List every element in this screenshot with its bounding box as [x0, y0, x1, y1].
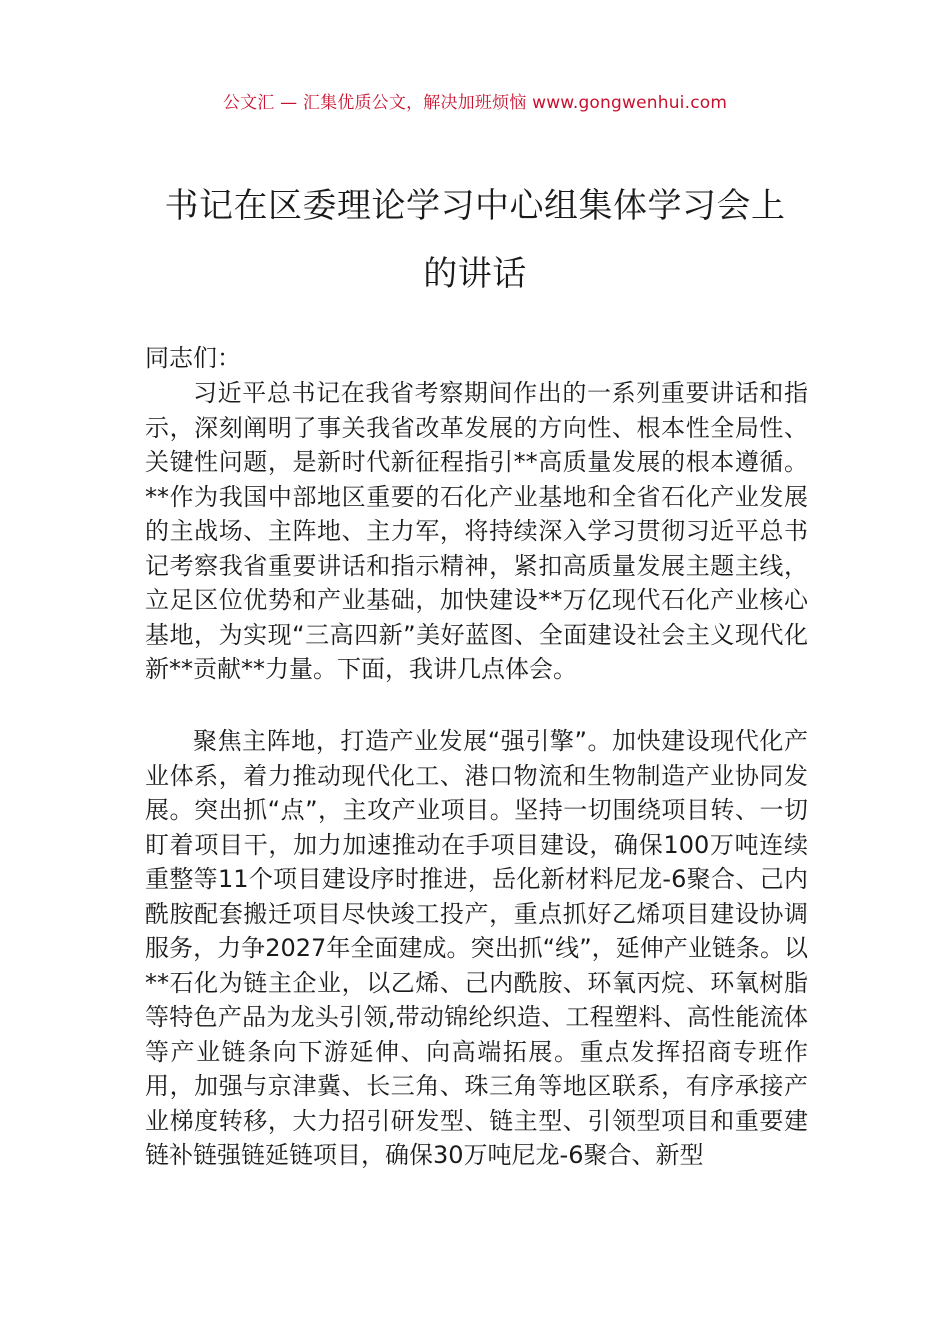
body-paragraph: 习近平总书记在我省考察期间作出的一系列重要讲话和指示，深刻阐明了事关我省改革发展的方向性、根本性全局性、关键性问题，是新时代新征程指引**高质量发展的根本遵循。**作为我国中部地区重要的石化产业基地和全省石化产业发展的主战场、主阵地、主力军，将持续深入学习贯彻习近平总书记考察我省重要讲话和指示精神，紧扣高质量发展主题主线，立足区位优势和产业基础，加快建设**万亿现代石化产业核心基地，为实现“三高四新”美好蓝图、全面建设社会主义现代化新**贡献**力量。下面，我讲几点体会。 — [145, 379, 808, 683]
body-paragraph: 聚焦主阵地，打造产业发展“强引擎”。加快建设现代化产业体系，着力推动现代化工、港口物流和生物制造产业协同发展。突出抓“点”，主攻产业项目。坚持一切围绕项目转、一切盯着项目干，加力加速推动在手项目建设，确保100万吨连续重整等11个项目建设序时推进，岳化新材料尼龙-6聚合、己内酰胺配套搬迁项目尽快竣工投产，重点抓好乙烯项目建设协调服务，力争2027年全面建成。突出抓“线”，延伸产业链条。以**石化为链主企业，以乙烯、己内酰胺、环氧丙烷、环氧树脂等特色产品为龙头引领,带动锦纶织造、工程塑料、高性能流体等产业链条向下游延伸、向高端拓展。重点发挥招商专班作用，加强与京津冀、长三角、珠三角等地区联系，有序承接产业梯度转移，大力招引研发型、链主型、引领型项目和重要建链补链强链延链项目，确保30万吨尼龙-6聚合、新型 — [145, 727, 808, 1169]
salutation: 同志们： — [145, 344, 241, 372]
document-title-line-1: 书记在区委理论学习中心组集体学习会上 — [164, 186, 786, 226]
document-title-line-2: 的讲话 — [423, 254, 527, 294]
header-banner: 公文汇 — 汇集优质公文，解决加班烦恼 www.gongwenhui.com — [222, 93, 728, 113]
